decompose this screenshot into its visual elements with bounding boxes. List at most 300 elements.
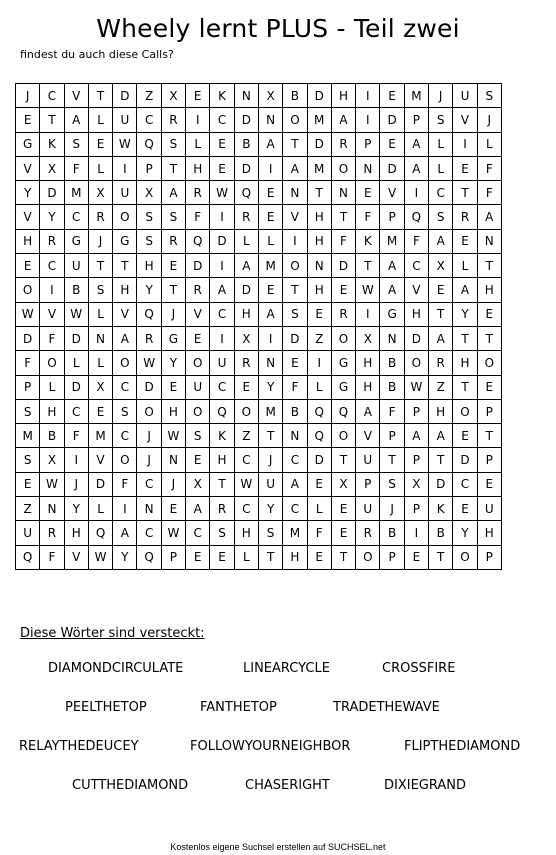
grid-cell[interactable]: X <box>88 181 112 205</box>
grid-cell[interactable]: L <box>429 156 453 180</box>
grid-cell[interactable]: L <box>40 375 64 399</box>
grid-cell[interactable]: L <box>88 108 112 132</box>
grid-cell[interactable]: C <box>234 448 258 472</box>
grid-cell[interactable]: N <box>161 448 185 472</box>
grid-cell[interactable]: L <box>88 497 112 521</box>
grid-cell[interactable]: C <box>404 254 428 278</box>
grid-cell[interactable]: Z <box>16 497 40 521</box>
grid-cell[interactable]: P <box>16 375 40 399</box>
grid-cell[interactable]: T <box>356 254 380 278</box>
grid-cell[interactable]: E <box>453 424 477 448</box>
grid-cell[interactable]: S <box>88 278 112 302</box>
grid-cell[interactable]: P <box>137 156 161 180</box>
grid-cell[interactable]: D <box>234 156 258 180</box>
grid-cell[interactable]: E <box>258 278 282 302</box>
grid-cell[interactable]: T <box>283 278 307 302</box>
grid-cell[interactable]: V <box>380 181 404 205</box>
grid-cell[interactable]: C <box>113 424 137 448</box>
grid-cell[interactable]: Q <box>137 545 161 569</box>
grid-cell[interactable]: R <box>210 497 234 521</box>
grid-cell[interactable]: K <box>210 424 234 448</box>
grid-cell[interactable]: X <box>40 156 64 180</box>
grid-cell[interactable]: W <box>88 545 112 569</box>
grid-cell[interactable]: A <box>113 326 137 350</box>
grid-cell[interactable]: D <box>64 375 88 399</box>
grid-cell[interactable]: R <box>331 302 355 326</box>
grid-cell[interactable]: N <box>137 497 161 521</box>
grid-cell[interactable]: I <box>113 497 137 521</box>
grid-cell[interactable]: V <box>16 156 40 180</box>
grid-cell[interactable]: C <box>453 472 477 496</box>
grid-cell[interactable]: F <box>64 424 88 448</box>
grid-cell[interactable]: H <box>477 278 501 302</box>
grid-cell[interactable]: S <box>283 302 307 326</box>
grid-cell[interactable]: R <box>453 205 477 229</box>
grid-cell[interactable]: L <box>88 351 112 375</box>
grid-cell[interactable]: W <box>161 424 185 448</box>
grid-cell[interactable]: Y <box>40 205 64 229</box>
grid-cell[interactable]: E <box>356 181 380 205</box>
grid-cell[interactable]: O <box>113 351 137 375</box>
grid-cell[interactable]: D <box>88 472 112 496</box>
grid-cell[interactable]: G <box>380 302 404 326</box>
grid-cell[interactable]: Z <box>429 375 453 399</box>
grid-cell[interactable]: R <box>331 132 355 156</box>
grid-cell[interactable]: M <box>16 424 40 448</box>
grid-cell[interactable]: P <box>404 399 428 423</box>
grid-cell[interactable]: X <box>404 472 428 496</box>
grid-cell[interactable]: W <box>234 472 258 496</box>
grid-cell[interactable]: Y <box>137 278 161 302</box>
grid-cell[interactable]: L <box>234 545 258 569</box>
grid-cell[interactable]: A <box>331 108 355 132</box>
grid-cell[interactable]: B <box>380 521 404 545</box>
grid-cell[interactable]: B <box>40 424 64 448</box>
grid-cell[interactable]: D <box>186 254 210 278</box>
grid-cell[interactable]: I <box>356 108 380 132</box>
grid-cell[interactable]: H <box>356 375 380 399</box>
grid-cell[interactable]: O <box>283 108 307 132</box>
grid-cell[interactable]: N <box>88 326 112 350</box>
grid-cell[interactable]: R <box>429 351 453 375</box>
grid-cell[interactable]: D <box>331 254 355 278</box>
grid-cell[interactable]: I <box>258 156 282 180</box>
grid-cell[interactable]: U <box>186 375 210 399</box>
grid-cell[interactable]: V <box>64 545 88 569</box>
grid-cell[interactable]: E <box>477 302 501 326</box>
grid-cell[interactable]: O <box>113 448 137 472</box>
grid-cell[interactable]: Y <box>161 351 185 375</box>
grid-cell[interactable]: S <box>16 399 40 423</box>
grid-cell[interactable]: N <box>283 424 307 448</box>
grid-cell[interactable]: S <box>16 448 40 472</box>
grid-cell[interactable]: U <box>453 84 477 108</box>
grid-cell[interactable]: D <box>234 278 258 302</box>
grid-cell[interactable]: W <box>404 375 428 399</box>
grid-cell[interactable]: S <box>161 132 185 156</box>
grid-cell[interactable]: K <box>40 132 64 156</box>
grid-cell[interactable]: U <box>477 497 501 521</box>
grid-cell[interactable]: J <box>64 472 88 496</box>
grid-cell[interactable]: T <box>88 254 112 278</box>
grid-cell[interactable]: A <box>234 254 258 278</box>
grid-cell[interactable]: J <box>258 448 282 472</box>
grid-cell[interactable]: F <box>331 229 355 253</box>
grid-cell[interactable]: V <box>283 205 307 229</box>
grid-cell[interactable]: T <box>331 205 355 229</box>
grid-cell[interactable]: Y <box>258 497 282 521</box>
grid-cell[interactable]: S <box>113 399 137 423</box>
grid-cell[interactable]: F <box>283 375 307 399</box>
grid-cell[interactable]: L <box>307 375 331 399</box>
grid-cell[interactable]: H <box>234 521 258 545</box>
grid-cell[interactable]: T <box>331 545 355 569</box>
grid-cell[interactable]: O <box>186 399 210 423</box>
grid-cell[interactable]: E <box>258 181 282 205</box>
grid-cell[interactable]: D <box>380 156 404 180</box>
grid-cell[interactable]: E <box>16 472 40 496</box>
grid-cell[interactable]: C <box>283 448 307 472</box>
grid-cell[interactable]: O <box>404 351 428 375</box>
grid-cell[interactable]: G <box>16 132 40 156</box>
grid-cell[interactable]: C <box>64 399 88 423</box>
grid-cell[interactable]: A <box>380 254 404 278</box>
grid-cell[interactable]: E <box>477 472 501 496</box>
grid-cell[interactable]: C <box>429 181 453 205</box>
grid-cell[interactable]: M <box>404 84 428 108</box>
grid-cell[interactable]: D <box>453 448 477 472</box>
grid-cell[interactable]: J <box>161 472 185 496</box>
grid-cell[interactable]: D <box>307 84 331 108</box>
grid-cell[interactable]: O <box>331 424 355 448</box>
grid-cell[interactable]: J <box>429 84 453 108</box>
grid-cell[interactable]: I <box>404 181 428 205</box>
grid-cell[interactable]: E <box>186 448 210 472</box>
grid-cell[interactable]: P <box>477 399 501 423</box>
grid-cell[interactable]: B <box>429 521 453 545</box>
grid-cell[interactable]: E <box>307 545 331 569</box>
grid-cell[interactable]: V <box>88 448 112 472</box>
grid-cell[interactable]: P <box>404 448 428 472</box>
grid-cell[interactable]: X <box>137 181 161 205</box>
grid-cell[interactable]: I <box>258 326 282 350</box>
grid-cell[interactable]: H <box>186 156 210 180</box>
grid-cell[interactable]: D <box>40 181 64 205</box>
grid-cell[interactable]: H <box>283 545 307 569</box>
grid-cell[interactable]: C <box>210 108 234 132</box>
grid-cell[interactable]: H <box>113 278 137 302</box>
grid-cell[interactable]: R <box>356 521 380 545</box>
grid-cell[interactable]: E <box>453 497 477 521</box>
grid-cell[interactable]: W <box>40 472 64 496</box>
grid-cell[interactable]: V <box>453 108 477 132</box>
grid-cell[interactable]: B <box>234 132 258 156</box>
grid-cell[interactable]: P <box>477 545 501 569</box>
grid-cell[interactable]: M <box>283 521 307 545</box>
grid-cell[interactable]: H <box>356 351 380 375</box>
grid-cell[interactable]: H <box>404 302 428 326</box>
grid-cell[interactable]: J <box>137 448 161 472</box>
grid-cell[interactable]: Z <box>234 424 258 448</box>
grid-cell[interactable]: S <box>429 108 453 132</box>
grid-cell[interactable]: R <box>234 205 258 229</box>
grid-cell[interactable]: B <box>283 399 307 423</box>
grid-cell[interactable]: D <box>307 448 331 472</box>
grid-cell[interactable]: D <box>113 84 137 108</box>
grid-cell[interactable]: P <box>477 448 501 472</box>
grid-cell[interactable]: C <box>137 472 161 496</box>
grid-cell[interactable]: W <box>16 302 40 326</box>
grid-cell[interactable]: A <box>283 156 307 180</box>
grid-cell[interactable]: C <box>210 375 234 399</box>
grid-cell[interactable]: S <box>210 521 234 545</box>
grid-cell[interactable]: C <box>283 497 307 521</box>
grid-cell[interactable]: I <box>283 229 307 253</box>
grid-cell[interactable]: F <box>404 229 428 253</box>
grid-cell[interactable]: U <box>16 521 40 545</box>
grid-cell[interactable]: L <box>307 497 331 521</box>
grid-cell[interactable]: E <box>16 108 40 132</box>
grid-cell[interactable]: T <box>453 181 477 205</box>
grid-cell[interactable]: T <box>380 448 404 472</box>
grid-cell[interactable]: R <box>88 205 112 229</box>
grid-cell[interactable]: F <box>356 205 380 229</box>
grid-cell[interactable]: O <box>16 278 40 302</box>
grid-cell[interactable]: Q <box>307 399 331 423</box>
grid-cell[interactable]: A <box>429 326 453 350</box>
grid-cell[interactable]: E <box>331 278 355 302</box>
grid-cell[interactable]: I <box>356 302 380 326</box>
grid-cell[interactable]: E <box>258 205 282 229</box>
grid-cell[interactable]: A <box>258 302 282 326</box>
grid-cell[interactable]: E <box>88 399 112 423</box>
grid-cell[interactable]: C <box>234 497 258 521</box>
grid-cell[interactable]: R <box>40 229 64 253</box>
grid-cell[interactable]: W <box>137 351 161 375</box>
grid-cell[interactable]: O <box>137 399 161 423</box>
grid-cell[interactable]: C <box>113 375 137 399</box>
grid-cell[interactable]: Y <box>453 302 477 326</box>
grid-cell[interactable]: B <box>283 84 307 108</box>
grid-cell[interactable]: T <box>429 448 453 472</box>
grid-cell[interactable]: N <box>477 229 501 253</box>
grid-cell[interactable]: H <box>234 302 258 326</box>
grid-cell[interactable]: T <box>88 84 112 108</box>
grid-cell[interactable]: V <box>186 302 210 326</box>
grid-cell[interactable]: A <box>210 278 234 302</box>
grid-cell[interactable]: K <box>210 84 234 108</box>
grid-cell[interactable]: J <box>477 108 501 132</box>
grid-cell[interactable]: U <box>64 254 88 278</box>
grid-cell[interactable]: C <box>137 521 161 545</box>
grid-cell[interactable]: G <box>113 229 137 253</box>
grid-cell[interactable]: I <box>210 254 234 278</box>
grid-cell[interactable]: P <box>356 472 380 496</box>
grid-cell[interactable]: T <box>258 424 282 448</box>
grid-cell[interactable]: V <box>356 424 380 448</box>
grid-cell[interactable]: S <box>64 132 88 156</box>
grid-cell[interactable]: S <box>429 205 453 229</box>
grid-cell[interactable]: Z <box>137 84 161 108</box>
grid-cell[interactable]: T <box>477 254 501 278</box>
grid-cell[interactable]: Q <box>331 399 355 423</box>
grid-cell[interactable]: J <box>88 229 112 253</box>
grid-cell[interactable]: N <box>356 156 380 180</box>
grid-cell[interactable]: L <box>234 229 258 253</box>
grid-cell[interactable]: N <box>331 181 355 205</box>
grid-cell[interactable]: V <box>404 278 428 302</box>
grid-cell[interactable]: L <box>64 351 88 375</box>
grid-cell[interactable]: A <box>429 424 453 448</box>
grid-cell[interactable]: I <box>404 521 428 545</box>
grid-cell[interactable]: C <box>210 302 234 326</box>
grid-cell[interactable]: Q <box>137 132 161 156</box>
grid-cell[interactable]: Q <box>307 424 331 448</box>
grid-cell[interactable]: H <box>16 229 40 253</box>
grid-cell[interactable]: S <box>186 424 210 448</box>
grid-cell[interactable]: D <box>380 108 404 132</box>
grid-cell[interactable]: B <box>380 375 404 399</box>
grid-cell[interactable]: X <box>88 375 112 399</box>
grid-cell[interactable]: N <box>380 326 404 350</box>
grid-cell[interactable]: X <box>186 472 210 496</box>
grid-cell[interactable]: P <box>404 108 428 132</box>
grid-cell[interactable]: R <box>234 351 258 375</box>
grid-cell[interactable]: Y <box>453 521 477 545</box>
grid-cell[interactable]: V <box>64 84 88 108</box>
grid-cell[interactable]: N <box>258 108 282 132</box>
grid-cell[interactable]: W <box>161 521 185 545</box>
grid-cell[interactable]: R <box>186 278 210 302</box>
grid-cell[interactable]: A <box>453 278 477 302</box>
grid-cell[interactable]: T <box>161 278 185 302</box>
grid-cell[interactable]: G <box>161 326 185 350</box>
grid-cell[interactable]: E <box>477 375 501 399</box>
grid-cell[interactable]: J <box>380 497 404 521</box>
grid-cell[interactable]: I <box>453 132 477 156</box>
grid-cell[interactable]: T <box>477 326 501 350</box>
grid-cell[interactable]: E <box>186 84 210 108</box>
grid-cell[interactable]: N <box>283 181 307 205</box>
grid-cell[interactable]: S <box>161 205 185 229</box>
grid-cell[interactable]: Z <box>307 326 331 350</box>
grid-cell[interactable]: H <box>307 205 331 229</box>
grid-cell[interactable]: F <box>16 351 40 375</box>
grid-cell[interactable]: P <box>380 424 404 448</box>
grid-cell[interactable]: L <box>88 302 112 326</box>
grid-cell[interactable]: T <box>258 545 282 569</box>
grid-cell[interactable]: F <box>477 156 501 180</box>
grid-cell[interactable]: A <box>477 205 501 229</box>
grid-cell[interactable]: C <box>64 205 88 229</box>
grid-cell[interactable]: Y <box>258 375 282 399</box>
grid-cell[interactable]: E <box>283 351 307 375</box>
grid-cell[interactable]: J <box>137 424 161 448</box>
grid-cell[interactable]: M <box>307 156 331 180</box>
grid-cell[interactable]: A <box>64 108 88 132</box>
grid-cell[interactable]: Q <box>210 399 234 423</box>
grid-cell[interactable]: D <box>64 326 88 350</box>
grid-cell[interactable]: T <box>307 181 331 205</box>
grid-cell[interactable]: E <box>307 472 331 496</box>
grid-cell[interactable]: E <box>453 229 477 253</box>
grid-cell[interactable]: A <box>161 181 185 205</box>
grid-cell[interactable]: V <box>16 205 40 229</box>
grid-cell[interactable]: B <box>64 278 88 302</box>
grid-cell[interactable]: D <box>404 326 428 350</box>
grid-cell[interactable]: D <box>16 326 40 350</box>
grid-cell[interactable]: A <box>380 278 404 302</box>
grid-cell[interactable]: E <box>16 254 40 278</box>
grid-cell[interactable]: E <box>307 302 331 326</box>
grid-cell[interactable]: L <box>186 132 210 156</box>
grid-cell[interactable]: N <box>234 84 258 108</box>
grid-cell[interactable]: E <box>210 545 234 569</box>
grid-cell[interactable]: O <box>234 399 258 423</box>
grid-cell[interactable]: L <box>453 254 477 278</box>
grid-cell[interactable]: G <box>64 229 88 253</box>
grid-cell[interactable]: C <box>137 108 161 132</box>
grid-cell[interactable]: O <box>453 399 477 423</box>
grid-cell[interactable]: Y <box>113 545 137 569</box>
grid-cell[interactable]: O <box>477 351 501 375</box>
grid-cell[interactable]: F <box>186 205 210 229</box>
grid-cell[interactable]: I <box>113 156 137 180</box>
grid-cell[interactable]: T <box>283 132 307 156</box>
grid-cell[interactable]: F <box>113 472 137 496</box>
grid-cell[interactable]: K <box>429 497 453 521</box>
grid-cell[interactable]: O <box>331 156 355 180</box>
grid-cell[interactable]: M <box>307 108 331 132</box>
grid-cell[interactable]: G <box>331 351 355 375</box>
grid-cell[interactable]: O <box>453 545 477 569</box>
grid-cell[interactable]: F <box>40 545 64 569</box>
grid-cell[interactable]: D <box>234 108 258 132</box>
grid-cell[interactable]: A <box>404 132 428 156</box>
grid-cell[interactable]: L <box>88 156 112 180</box>
grid-cell[interactable]: D <box>307 132 331 156</box>
grid-cell[interactable]: Q <box>137 302 161 326</box>
grid-cell[interactable]: S <box>380 472 404 496</box>
grid-cell[interactable]: E <box>186 326 210 350</box>
grid-cell[interactable]: H <box>477 521 501 545</box>
grid-cell[interactable]: M <box>64 181 88 205</box>
grid-cell[interactable]: E <box>404 545 428 569</box>
grid-cell[interactable]: F <box>477 181 501 205</box>
grid-cell[interactable]: R <box>137 326 161 350</box>
grid-cell[interactable]: O <box>331 326 355 350</box>
grid-cell[interactable]: S <box>137 229 161 253</box>
grid-cell[interactable]: W <box>113 132 137 156</box>
grid-cell[interactable]: O <box>283 254 307 278</box>
grid-cell[interactable]: F <box>40 326 64 350</box>
grid-cell[interactable]: T <box>429 302 453 326</box>
grid-cell[interactable]: Y <box>64 497 88 521</box>
grid-cell[interactable]: I <box>186 108 210 132</box>
grid-cell[interactable]: I <box>307 351 331 375</box>
grid-cell[interactable]: L <box>258 229 282 253</box>
grid-cell[interactable]: R <box>161 229 185 253</box>
grid-cell[interactable]: S <box>137 205 161 229</box>
grid-cell[interactable]: H <box>429 399 453 423</box>
grid-cell[interactable]: N <box>307 254 331 278</box>
grid-cell[interactable]: E <box>380 132 404 156</box>
grid-cell[interactable]: I <box>356 84 380 108</box>
grid-cell[interactable]: A <box>404 424 428 448</box>
grid-cell[interactable]: Q <box>186 229 210 253</box>
grid-cell[interactable]: A <box>404 156 428 180</box>
grid-cell[interactable]: P <box>380 545 404 569</box>
